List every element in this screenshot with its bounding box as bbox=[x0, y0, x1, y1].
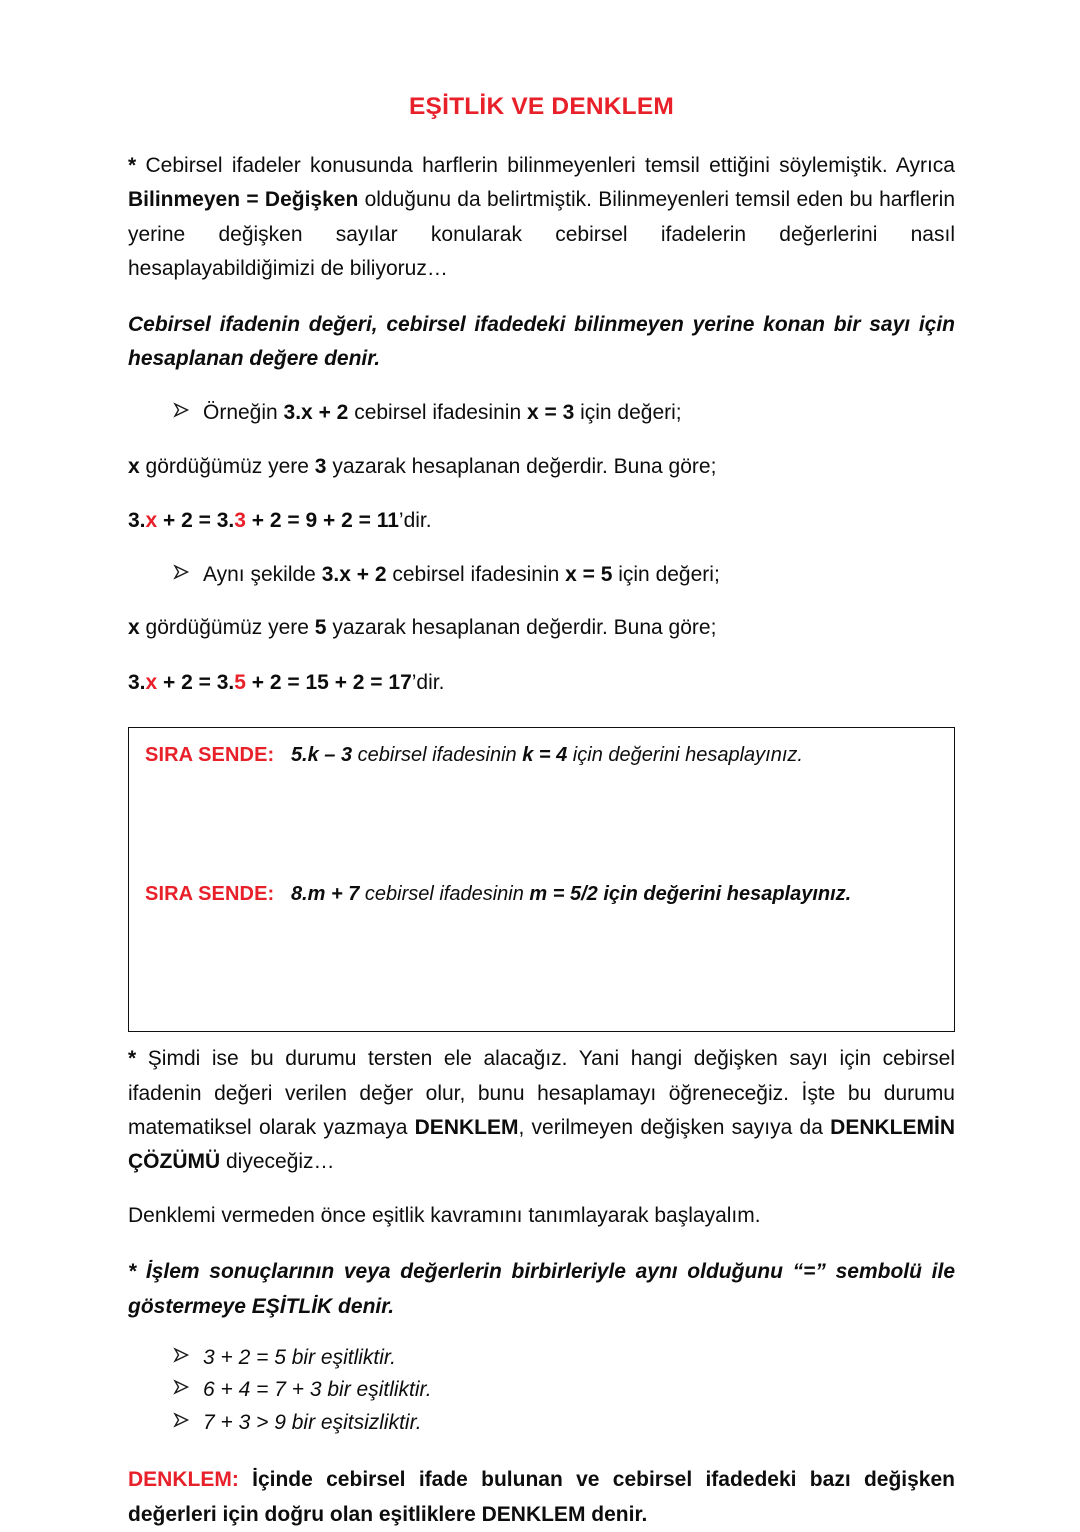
equality-examples-list bbox=[128, 1324, 955, 1440]
example-one-formula bbox=[128, 484, 955, 538]
example-one-explanation-tail: yazarak hesaplanan değerdir. Buna göre; bbox=[326, 455, 717, 479]
practice-exercise-box bbox=[128, 727, 955, 1032]
practice-text-tail: için değerini hesaplayınız. bbox=[597, 883, 852, 906]
list-item bbox=[128, 1374, 955, 1407]
formula-two-variable: x bbox=[145, 670, 158, 694]
example-one-tail: için değeri; bbox=[574, 401, 682, 425]
formula-two-part3: + 2 = 15 + 2 = 17 bbox=[245, 670, 412, 694]
intro-bold-term: Bilinmeyen = Değişken bbox=[128, 188, 359, 212]
practice-label: SIRA SENDE: bbox=[145, 744, 275, 767]
practice-condition: m = 5/2 bbox=[529, 883, 598, 906]
example-one-lead: Örneğin bbox=[203, 401, 284, 425]
denklem-lead-label: DENKLEM: bbox=[128, 1468, 239, 1492]
intro-paragraph bbox=[128, 121, 955, 286]
practice-text-mid: cebirsel ifadesinin bbox=[352, 744, 523, 767]
intro-text-before: Cebirsel ifadeler konusunda harflerin bilinmeyenleri temsil ettiğini söylemiştik. Ayrıca bbox=[136, 154, 955, 178]
list-item bbox=[128, 1407, 955, 1440]
practice-item bbox=[145, 741, 936, 770]
intro-text-after: olduğunu da belirtmiştik. Bilinmeyenleri temsil eden bu harflerin yerine değişken sayılar konularak cebirsel ifadelerin değerlerini nasıl hesaplayabildiğimizi de biliyoruz… bbox=[128, 188, 955, 280]
example-two-explanation bbox=[128, 591, 955, 645]
practice-label: SIRA SENDE: bbox=[145, 883, 275, 906]
reverse-marker: * bbox=[128, 1047, 137, 1071]
example-one-text bbox=[203, 396, 682, 430]
reverse-part2: , verilmeyen değişken sayıya da bbox=[518, 1115, 831, 1139]
reverse-bold-denklem: DENKLEM bbox=[414, 1115, 519, 1139]
arrowhead-bullet-icon bbox=[173, 564, 203, 580]
formula-two-part2: + 2 = 3. bbox=[157, 670, 235, 694]
list-item bbox=[128, 1342, 955, 1375]
formula-two-suffix: ’dir. bbox=[411, 670, 445, 694]
arrowhead-bullet-icon bbox=[173, 1412, 203, 1428]
example-one-explanation-value: 3 bbox=[314, 455, 327, 479]
practice-text-tail: için değerini hesaplayınız. bbox=[567, 744, 803, 767]
arrowhead-bullet-icon bbox=[173, 1347, 203, 1363]
denklem-definition-text: İçinde cebirsel ifade bulunan ve cebirsel ifadedeki bazı değişken değerleri için doğru olan eşitliklere DENKLEM denir. bbox=[128, 1468, 955, 1526]
list-item-label: 7 + 3 > 9 bir eşitsizliktir. bbox=[203, 1410, 422, 1434]
example-two-expression: 3.x + 2 bbox=[321, 562, 387, 586]
example-two-explanation-tail: yazarak hesaplanan değerdir. Buna göre; bbox=[326, 616, 717, 640]
example-two-tail: için değeri; bbox=[612, 562, 720, 586]
formula-one-suffix: ’dir. bbox=[398, 509, 432, 533]
practice-text-mid: cebirsel ifadesinin bbox=[359, 883, 530, 906]
example-one-middle: cebirsel ifadesinin bbox=[348, 401, 527, 425]
example-one-explanation bbox=[128, 430, 955, 484]
equality-definition bbox=[128, 1233, 955, 1323]
example-one-explanation-var: x bbox=[128, 455, 140, 479]
formula-two-substitution: 5 bbox=[234, 670, 246, 694]
example-two-bullet bbox=[128, 538, 955, 592]
example-two-explanation-value: 5 bbox=[314, 616, 327, 640]
example-two-condition: x = 5 bbox=[565, 562, 613, 586]
formula-one-part1: 3. bbox=[128, 509, 146, 533]
reverse-part3: diyeceğiz… bbox=[220, 1149, 335, 1173]
algebraic-value-definition: Cebirsel ifadenin değeri, cebirsel ifadedeki bilinmeyen yerine konan bir sayı için hesaplanan değere denir. bbox=[128, 313, 955, 371]
example-one-condition: x = 3 bbox=[526, 401, 575, 425]
arrowhead-bullet-icon bbox=[173, 1379, 203, 1395]
example-one-explanation-mid: gördüğümüz yere bbox=[139, 455, 315, 479]
formula-one-substitution: 3 bbox=[234, 509, 246, 533]
practice-expression: 5.k – 3 bbox=[290, 744, 353, 767]
example-two-middle: cebirsel ifadesinin bbox=[386, 562, 566, 586]
page-title: EŞİTLİK VE DENKLEM bbox=[409, 93, 674, 120]
practice-expression: 8.m + 7 bbox=[290, 883, 360, 906]
example-one-expression: 3.x + 2 bbox=[283, 401, 349, 425]
practice-condition: k = 4 bbox=[522, 744, 568, 767]
example-two-formula bbox=[128, 646, 955, 700]
example-one-bullet bbox=[128, 376, 955, 430]
equality-definition-text: İşlem sonuçlarının veya değerlerin birbirleriyle aynı olduğunu “=” sembolü ile göstermeye EŞİTLİK denir. bbox=[128, 1260, 955, 1318]
formula-one-part2: + 2 = 3. bbox=[157, 509, 235, 533]
denklem-definition bbox=[128, 1439, 955, 1531]
intro-marker: * bbox=[128, 154, 137, 178]
formula-two-part1: 3. bbox=[128, 670, 146, 694]
example-two-explanation-var: x bbox=[128, 616, 140, 640]
formula-one-variable: x bbox=[145, 509, 158, 533]
equality-marker: * bbox=[128, 1260, 137, 1284]
lead-in-paragraph: Denklemi vermeden önce eşitlik kavramını tanımlayarak başlayalım. bbox=[128, 1204, 761, 1228]
formula-one-part3: + 2 = 9 + 2 = 11 bbox=[245, 509, 399, 533]
practice-item bbox=[145, 880, 936, 909]
list-item-label: 3 + 2 = 5 bir eşitliktir. bbox=[203, 1345, 396, 1369]
example-two-text bbox=[203, 558, 720, 592]
arrowhead-bullet-icon bbox=[173, 402, 203, 418]
example-two-lead: Aynı şekilde bbox=[203, 562, 322, 586]
example-two-explanation-mid: gördüğümüz yere bbox=[139, 616, 315, 640]
reverse-situation-paragraph bbox=[128, 1032, 955, 1179]
reverse-bold-cozum: DENKLEMİN ÇÖZÜMÜ bbox=[128, 1115, 955, 1173]
list-item-label: 6 + 4 = 7 + 3 bir eşitliktir. bbox=[203, 1378, 432, 1402]
reverse-part1: Şimdi ise bu durumu tersten ele alacağız. Yani hangi değişken sayı için cebirsel ifadenin değeri verilen değer olur, bunu hesaplamayı öğreneceğiz. İşte bu durumu matematiksel olarak yazmaya bbox=[128, 1047, 955, 1139]
